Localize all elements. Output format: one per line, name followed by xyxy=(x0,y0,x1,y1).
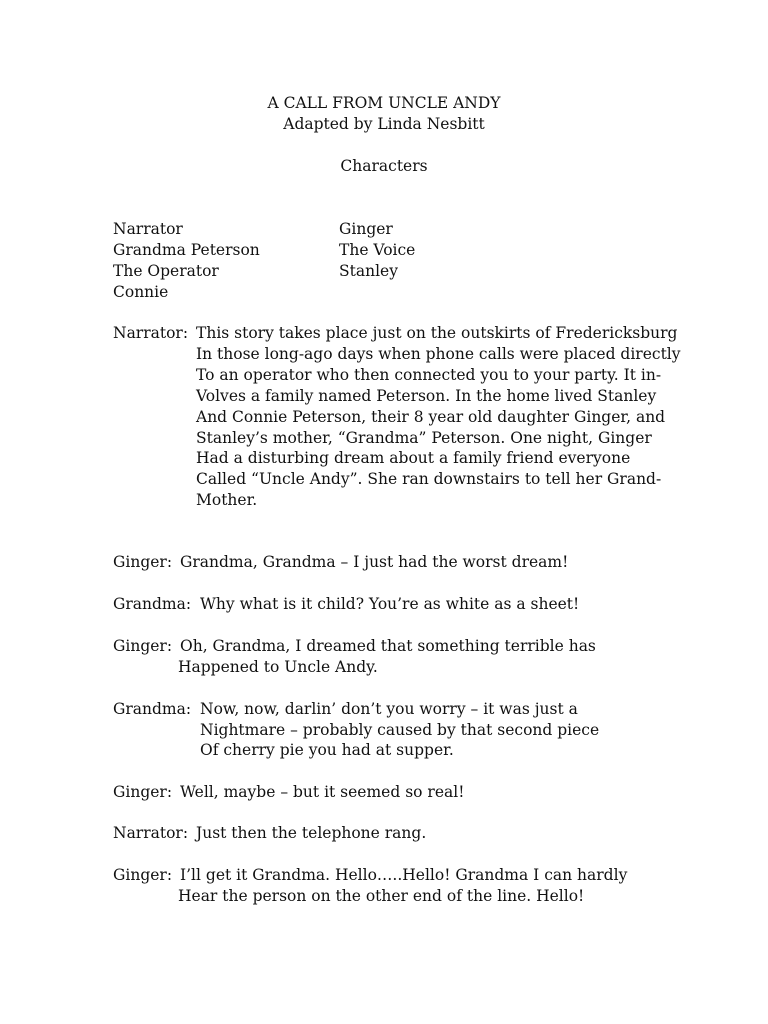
dialogue-line: To an operator who then connected you to your party. It in- xyxy=(196,366,662,384)
speaker-label: Ginger: xyxy=(113,553,173,571)
dialogue-line: Oh, Grandma, I dreamed that something terrible has xyxy=(180,637,596,655)
speaker-label: Narrator: xyxy=(113,824,189,842)
play-title: A CALL FROM UNCLE ANDY xyxy=(267,94,501,112)
cast-name: Connie xyxy=(113,283,169,301)
dialogue-line: Just then the telephone rang. xyxy=(196,824,427,842)
dialogue-line: Of cherry pie you had at supper. xyxy=(200,741,454,759)
dialogue-line: Called “Uncle Andy”. She ran downstairs to tell her Grand- xyxy=(196,470,662,488)
dialogue-line: Grandma, Grandma – I just had the worst dream! xyxy=(180,553,569,571)
dialogue-line: Had a disturbing dream about a family friend everyone xyxy=(196,449,631,467)
speaker-label: Narrator: xyxy=(113,324,189,342)
characters-heading: Characters xyxy=(340,157,428,175)
dialogue-line: Stanley’s mother, “Grandma” Peterson. One night, Ginger xyxy=(196,429,652,447)
cast-name: Stanley xyxy=(339,262,398,280)
dialogue-line: Why what is it child? You’re as white as a sheet! xyxy=(200,595,580,613)
dialogue-line: I’ll get it Grandma. Hello…..Hello! Grandma I can hardly xyxy=(180,866,628,884)
speaker-label: Grandma: xyxy=(113,700,192,718)
dialogue-line: Volves a family named Peterson. In the home lived Stanley xyxy=(196,387,657,405)
play-subtitle: Adapted by Linda Nesbitt xyxy=(283,115,485,133)
cast-name: The Operator xyxy=(113,262,219,280)
dialogue-line: Happened to Uncle Andy. xyxy=(178,658,378,676)
dialogue-line: This story takes place just on the outskirts of Fredericksburg xyxy=(196,324,678,342)
dialogue-line: Hear the person on the other end of the line. Hello! xyxy=(178,887,585,905)
speaker-label: Ginger: xyxy=(113,866,173,884)
cast-name: The Voice xyxy=(339,241,416,259)
dialogue-line: Well, maybe – but it seemed so real! xyxy=(180,783,465,801)
dialogue-line: Mother. xyxy=(196,491,258,509)
speaker-label: Grandma: xyxy=(113,595,192,613)
cast-name: Narrator xyxy=(113,220,183,238)
dialogue-line: In those long-ago days when phone calls were placed directly xyxy=(196,345,681,363)
speaker-label: Ginger: xyxy=(113,637,173,655)
cast-name: Ginger xyxy=(339,220,393,238)
speaker-label: Ginger: xyxy=(113,783,173,801)
dialogue-line: Now, now, darlin’ don’t you worry – it was just a xyxy=(200,700,578,718)
dialogue-line: Nightmare – probably caused by that second piece xyxy=(200,721,600,739)
dialogue-line: And Connie Peterson, their 8 year old daughter Ginger, and xyxy=(196,408,666,426)
cast-name: Grandma Peterson xyxy=(113,241,260,259)
